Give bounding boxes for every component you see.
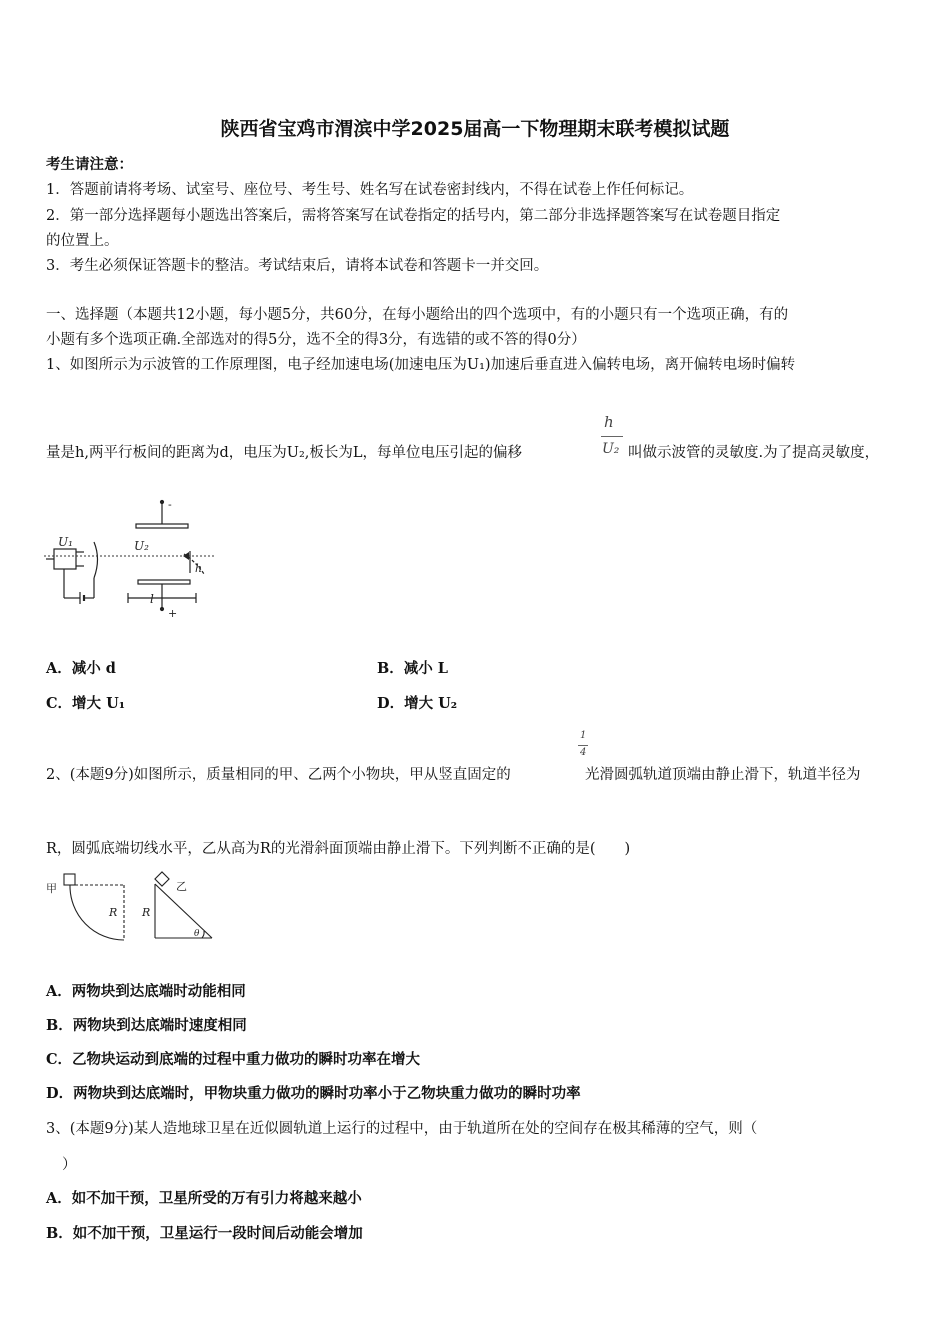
fig-label-u2: U₂ bbox=[134, 539, 149, 553]
q1-stem-line2a: 量是h,两平行板间的距离为d，电压为U₂,板长为L，每单位电压引起的偏移 bbox=[46, 445, 522, 461]
q2-stem-line2: R，圆弧底端切线水平，乙从高为R的光滑斜面顶端由静止滑下。下列判断不正确的是( ) bbox=[46, 841, 631, 857]
q3-option-a: A．如不加干预，卫星所受的万有引力将越来越小 bbox=[46, 1190, 362, 1207]
fig-label-u1: U₁ bbox=[58, 535, 73, 549]
q2-stem-cont: 光滑圆弧轨道顶端由静止滑下，轨道半径为 bbox=[585, 767, 861, 783]
q1-frac-den: U₂ bbox=[602, 441, 620, 457]
q1-stem-line2b: 叫做示波管的灵敏度.为了提高灵敏度， bbox=[628, 445, 880, 461]
notice-item: 的位置上。 bbox=[46, 233, 119, 249]
fig-label-h: h bbox=[195, 562, 203, 575]
q2-option-b: B．两物块到达底端时速度相同 bbox=[46, 1017, 247, 1034]
q1-stem: 1、如图所示为示波管的工作原理图，电子经加速电场(加速电压为U₁)加速后垂直进入偏转电场，离开偏转电场时偏转 bbox=[46, 357, 796, 373]
fig-label-plus: + bbox=[168, 607, 178, 618]
q2-option-c: C．乙物块运动到底端的过程中重力做功的瞬时功率在增大 bbox=[46, 1051, 421, 1068]
fig-label-r2: R bbox=[142, 906, 151, 919]
q1-option-a: A．减小 d bbox=[46, 660, 116, 677]
fig-label-r1: R bbox=[109, 906, 118, 919]
fig-label-jia: 甲 bbox=[46, 882, 57, 895]
notice-heading: 考生请注意： bbox=[46, 156, 133, 173]
q2-frac-num: 1 bbox=[580, 730, 587, 741]
notice-item: 1．答题前请将考场、试室号、座位号、考生号、姓名写在试卷密封线内，不得在试卷上作任何标记。 bbox=[46, 182, 694, 198]
q2-option-a: A．两物块到达底端时动能相同 bbox=[46, 983, 246, 1000]
q2-frac-den: 4 bbox=[580, 747, 587, 758]
q3-stem-cont: ） bbox=[62, 1157, 77, 1173]
q3-stem: 3、(本题9分)某人造地球卫星在近似圆轨道上运行的过程中，由于轨道所在处的空间存在极其稀薄的空气，则（ bbox=[46, 1121, 758, 1137]
q2-stem: 2、(本题9分)如图所示，质量相同的甲、乙两个小物块，甲从竖直固定的 bbox=[46, 767, 511, 783]
q1-option-b: B．减小 L bbox=[377, 660, 448, 677]
arc-and-incline-diagram bbox=[44, 870, 219, 942]
section-heading: 一、选择题（本题共12小题，每小题5分，共60分，在每小题给出的四个选项中，有的小题只有一个选项正确，有的 bbox=[46, 307, 789, 323]
fraction-bar bbox=[601, 436, 623, 437]
fig-label-minus: - bbox=[168, 498, 172, 511]
q1-option-d: D．增大 U₂ bbox=[377, 695, 458, 712]
q3-option-b: B．如不加干预，卫星运行一段时间后动能会增加 bbox=[46, 1225, 363, 1242]
q2-option-d: D．两物块到达底端时，甲物块重力做功的瞬时功率小于乙物块重力做功的瞬时功率 bbox=[46, 1085, 581, 1102]
notice-item: 2．第一部分选择题每小题选出答案后，需将答案写在试卷指定的括号内，第二部分非选择题答案写在试卷题目指定 bbox=[46, 208, 781, 224]
fig-label-l: l bbox=[150, 592, 154, 606]
fraction-bar bbox=[578, 745, 588, 746]
notice-item: 3．考生必须保证答题卡的整洁。考试结束后，请将本试卷和答题卡一并交回。 bbox=[46, 258, 549, 274]
section-heading-cont: 小题有多个选项正确.全部选对的得5分，选不全的得3分，有选错的或不答的得0分） bbox=[46, 332, 586, 348]
oscilloscope-diagram bbox=[44, 496, 219, 618]
q1-frac-num: h bbox=[604, 413, 614, 431]
page-title: 陕西省宝鸡市渭滨中学2025届高一下物理期末联考模拟试题 bbox=[220, 118, 730, 140]
fig-label-theta: θ bbox=[194, 929, 200, 939]
q1-option-c: C．增大 U₁ bbox=[46, 695, 126, 712]
fig-label-yi: 乙 bbox=[176, 880, 187, 893]
